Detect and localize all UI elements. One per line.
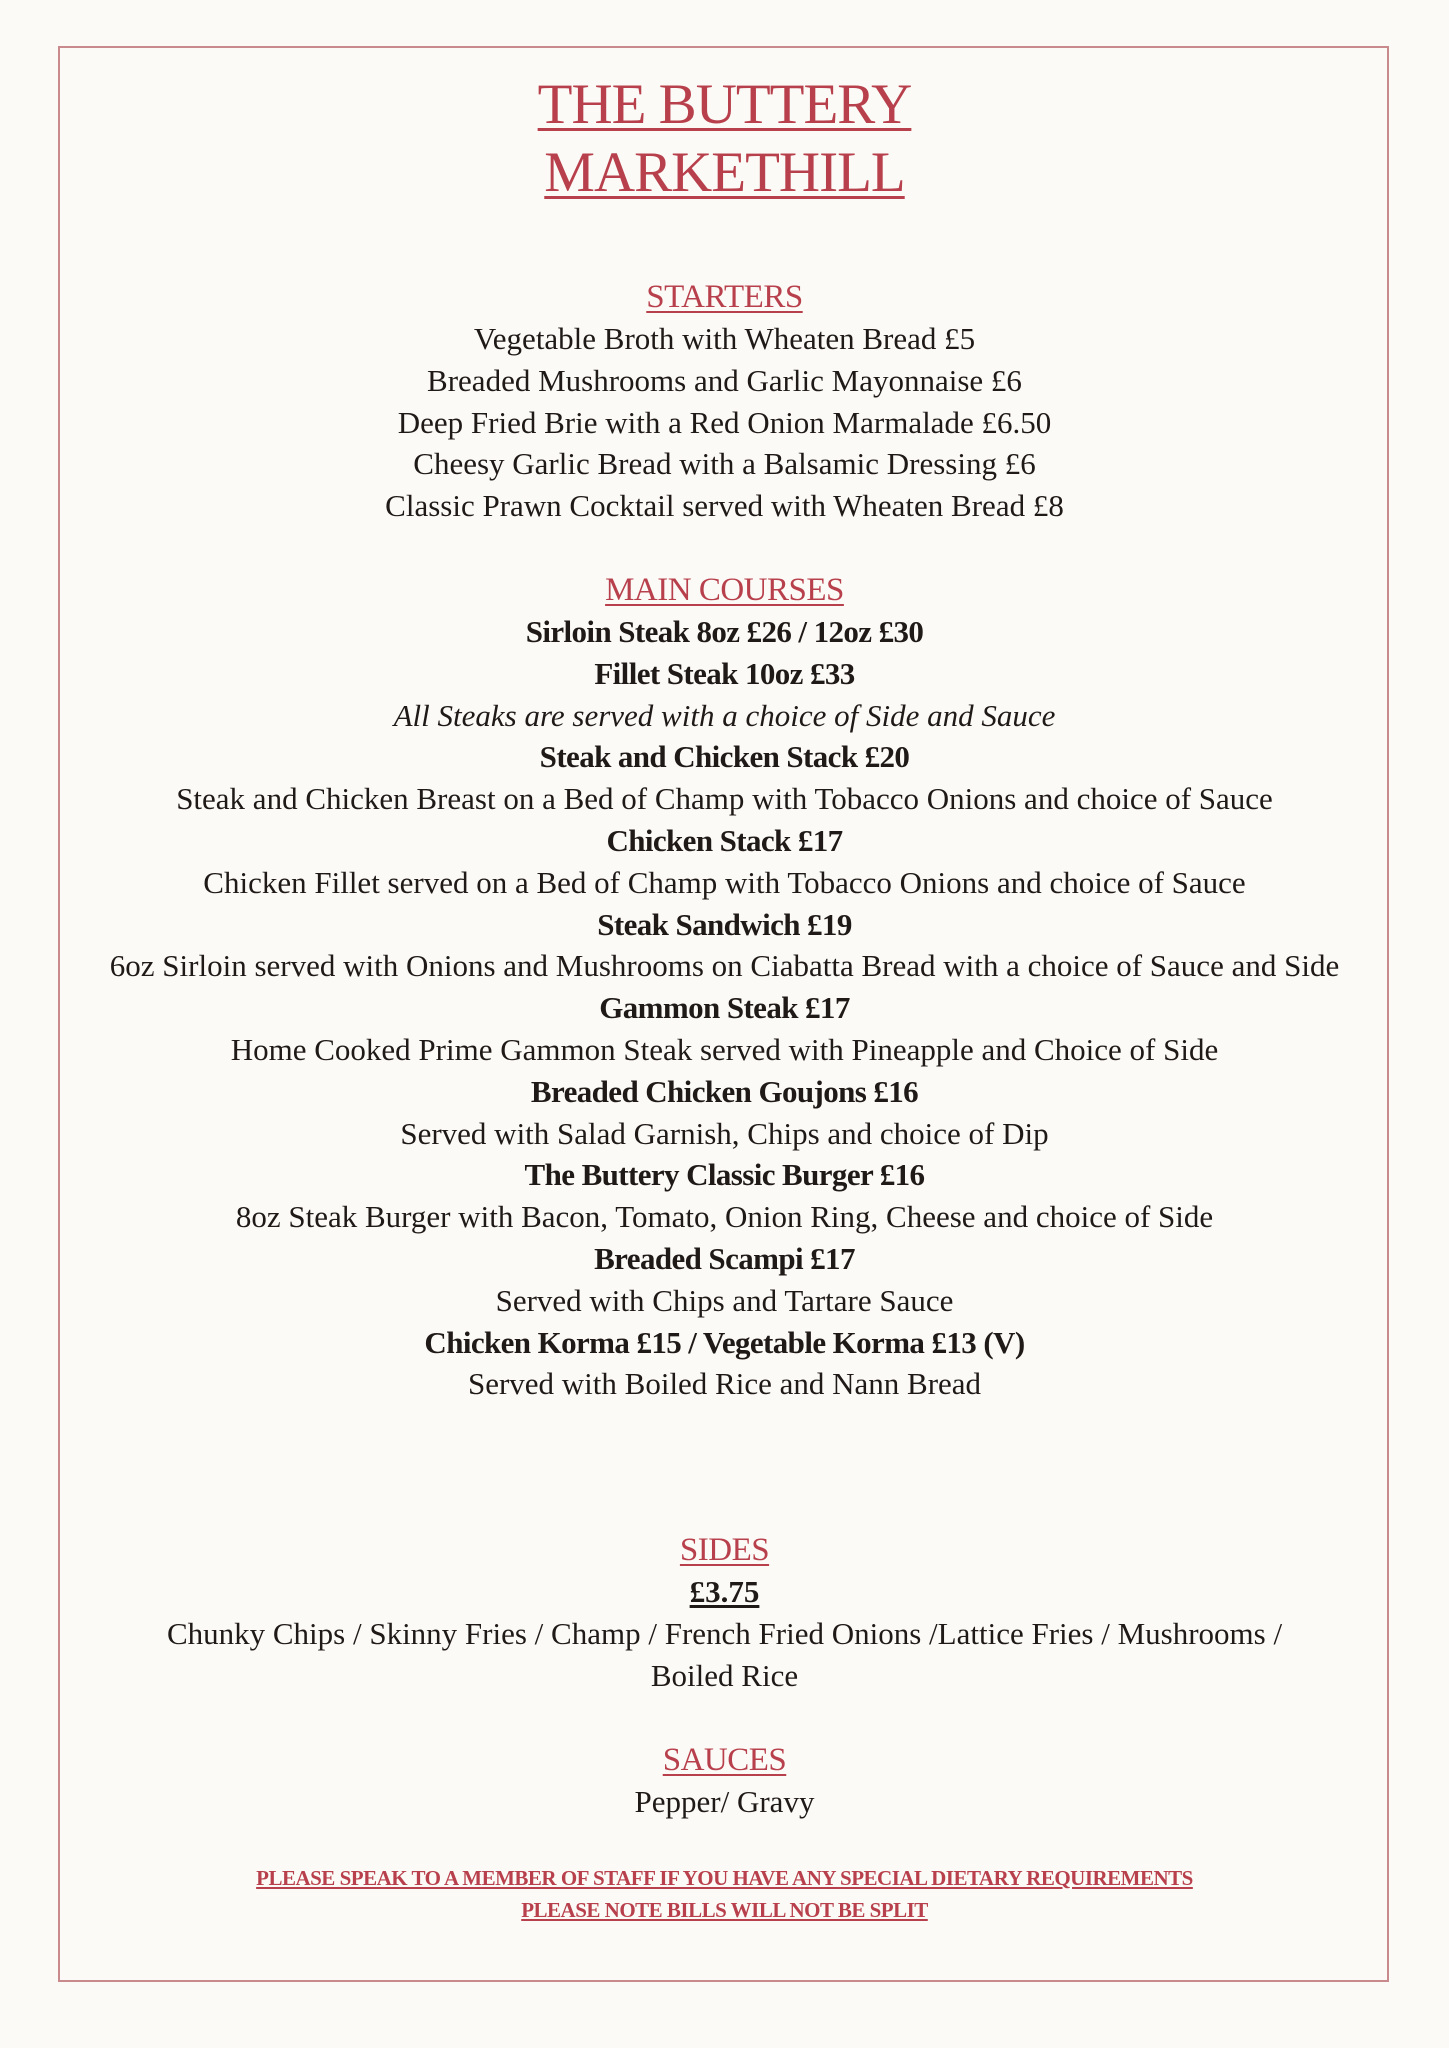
main-item-description: 8oz Steak Burger with Bacon, Tomato, Onion Ring, Cheese and choice of Side <box>235 1199 1214 1235</box>
sides-section <box>0 1529 1449 1696</box>
main-item-name: The Buttery Classic Burger £16 <box>524 1157 925 1193</box>
sauces-section <box>0 1739 1449 1823</box>
starters-heading: STARTERS <box>646 279 803 315</box>
main-item-name: Breaded Chicken Goujons £16 <box>530 1073 919 1109</box>
main-item-description: 6oz Sirloin served with Onions and Mushrooms on Ciabatta Bread with a choice of Sauce and Side <box>109 948 1340 984</box>
starter-item: Vegetable Broth with Wheaten Bread £5 <box>473 321 976 356</box>
main-item-name: Steak Sandwich £19 <box>597 906 852 942</box>
restaurant-name: THE BUTTERY <box>537 73 912 136</box>
main-item-description: Steak and Chicken Breast on a Bed of Champ with Tobacco Onions and choice of Sauce <box>176 781 1273 817</box>
restaurant-location: MARKETHILL <box>544 141 905 204</box>
starter-item: Cheesy Garlic Bread with a Balsamic Dressing £6 <box>413 446 1036 482</box>
sides-price: £3.75 <box>689 1574 760 1609</box>
main-courses-heading: MAIN COURSES <box>605 572 844 608</box>
main-item-name: Breaded Scampi £17 <box>594 1240 855 1276</box>
starters-section <box>0 276 1449 527</box>
main-item-description: Served with Boiled Rice and Nann Bread <box>467 1366 982 1402</box>
main-item-description: Served with Chips and Tartare Sauce <box>495 1282 954 1318</box>
sides-list: Chunky Chips / Skinny Fries / Champ / French Fried Onions /Lattice Fries / Mushrooms / Boiled Rice <box>166 1615 1283 1693</box>
starter-item: Breaded Mushrooms and Garlic Mayonnaise £6 <box>427 362 1022 398</box>
main-item-name: Gammon Steak £17 <box>599 990 850 1026</box>
main-item-description: Home Cooked Prime Gammon Steak served with Pineapple and Choice of Side <box>230 1031 1219 1067</box>
main-item-name: Chicken Stack £17 <box>606 822 843 858</box>
sauces-heading: SAUCES <box>662 1742 787 1778</box>
starter-item: Deep Fried Brie with a Red Onion Marmalade £6.50 <box>397 404 1052 440</box>
main-item-description: Served with Salad Garnish, Chips and choice of Dip <box>400 1115 1049 1151</box>
steaks-note: All Steaks are served with a choice of Side and Sauce <box>393 697 1056 733</box>
dietary-notice: PLEASE SPEAK TO A MEMBER OF STAFF IF YOU HAVE ANY SPECIAL DIETARY REQUIREMENTS <box>256 1866 1193 1890</box>
sirloin-steak-item: Sirloin Steak 8oz £26 / 12oz £30 <box>525 614 924 649</box>
bills-notice: PLEASE NOTE BILLS WILL NOT BE SPLIT <box>521 1898 928 1922</box>
main-item-description: Chicken Fillet served on a Bed of Champ with Tobacco Onions and choice of Sauce <box>203 864 1246 900</box>
main-item-name: Steak and Chicken Stack £20 <box>539 739 910 775</box>
starter-item: Classic Prawn Cocktail served with Wheaten Bread £8 <box>385 488 1064 524</box>
main-item-name: Chicken Korma £15 / Vegetable Korma £13 (V) <box>424 1324 1025 1360</box>
sides-heading: SIDES <box>679 1532 770 1568</box>
fillet-steak-item: Fillet Steak 10oz £33 <box>594 655 855 691</box>
main-courses-section <box>0 569 1449 1405</box>
sauces-list: Pepper/ Gravy <box>634 1784 815 1819</box>
